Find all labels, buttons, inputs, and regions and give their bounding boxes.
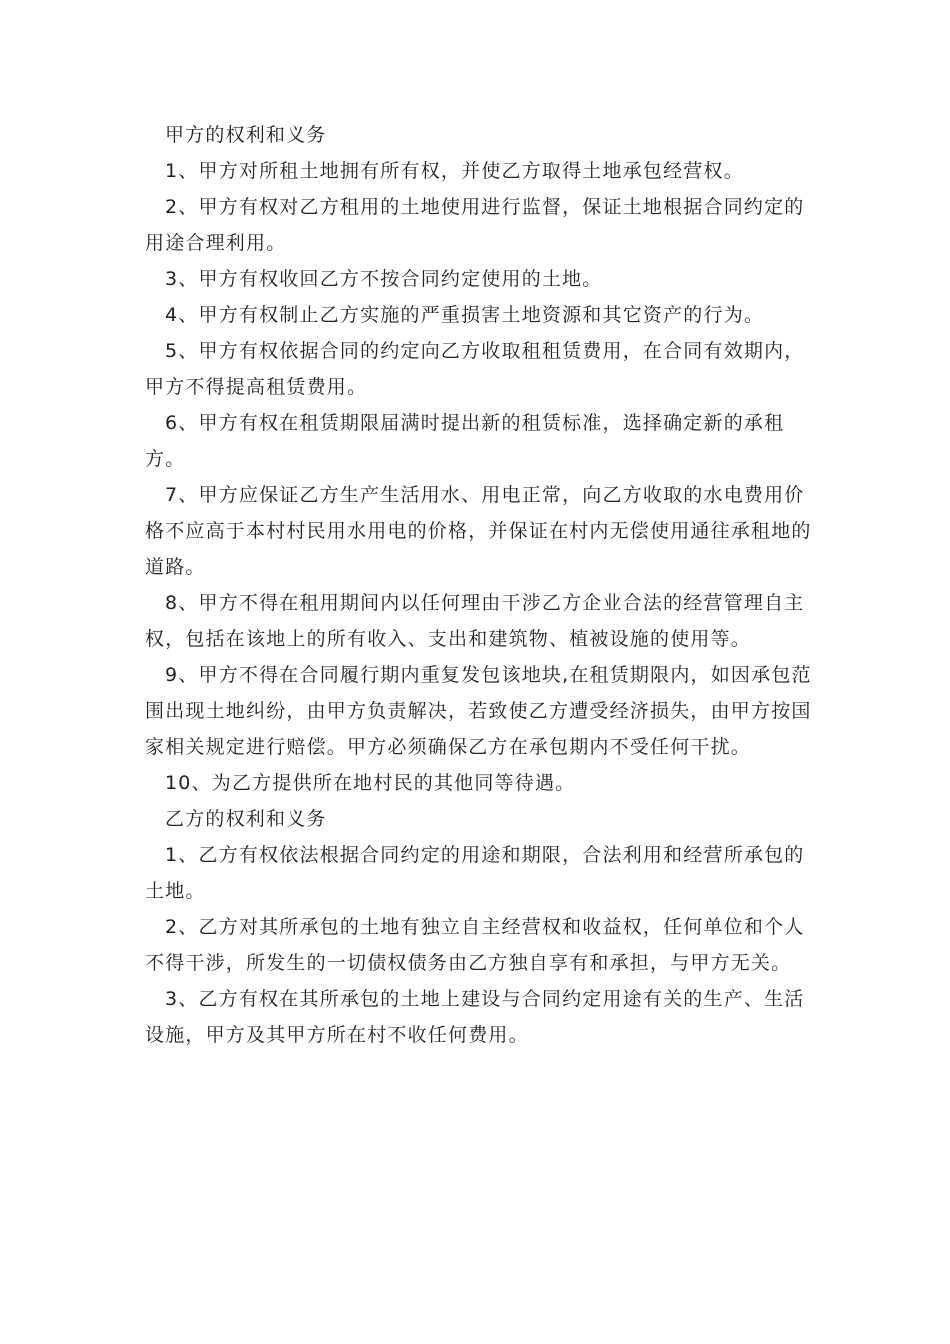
section-heading-party-a: 甲方的权利和义务 [165, 124, 327, 146]
party-a-clause-9: 9、甲方不得在合同履行期内重复发包该地块,在租赁期限内，如因承包范围出现土地纠纷，由甲方负责解决，若致使乙方遭受经济损失，由甲方按国家相关规定进行赔偿。甲方必须确保乙方在承包期内不受任何干扰。 [145, 664, 812, 758]
party-b-clause-1: 1、乙方有权依法根据合同约定的用途和期限，合法利用和经营所承包的土地。 [145, 844, 805, 902]
party-a-clause-2: 2、甲方有权对乙方租用的土地使用进行监督，保证土地根据合同约定的用途合理利用。 [145, 196, 805, 254]
party-a-clause-4: 4、甲方有权制止乙方实施的严重损害土地资源和其它资产的行为。 [165, 304, 765, 326]
party-b-clause-3: 3、乙方有权在其所承包的土地上建设与合同约定用途有关的生产、生活设施，甲方及其甲方所在村不收任何费用。 [145, 988, 805, 1046]
party-a-clause-8: 8、甲方不得在租用期间内以任何理由干涉乙方企业合法的经营管理自主权，包括在该地上的所有收入、支出和建筑物、植被设施的使用等。 [145, 592, 805, 650]
document-body [145, 117, 815, 1053]
party-a-clause-3: 3、甲方有权收回乙方不按合同约定使用的土地。 [165, 268, 603, 290]
party-a-clause-6: 6、甲方有权在租赁期限届满时提出新的租赁标准，选择确定新的承租方。 [145, 412, 785, 470]
party-a-clause-7: 7、甲方应保证乙方生产生活用水、用电正常，向乙方收取的水电费用价格不应高于本村村民用水用电的价格，并保证在村内无偿使用通往承租地的道路。 [145, 484, 812, 578]
party-a-clause-5: 5、甲方有权依据合同的约定向乙方收取租租赁费用，在合同有效期内，甲方不得提高租赁费用。 [145, 340, 805, 398]
party-a-clause-1: 1、甲方对所租土地拥有所有权，并使乙方取得土地承包经营权。 [165, 160, 744, 182]
party-a-clause-10: 10、为乙方提供所在地村民的其他同等待遇。 [165, 772, 576, 794]
party-b-clause-2: 2、乙方对其所承包的土地有独立自主经营权和收益权，任何单位和个人不得干涉，所发生的一切债权债务由乙方独自享有和承担，与甲方无关。 [145, 916, 805, 974]
section-heading-party-b: 乙方的权利和义务 [165, 808, 327, 830]
